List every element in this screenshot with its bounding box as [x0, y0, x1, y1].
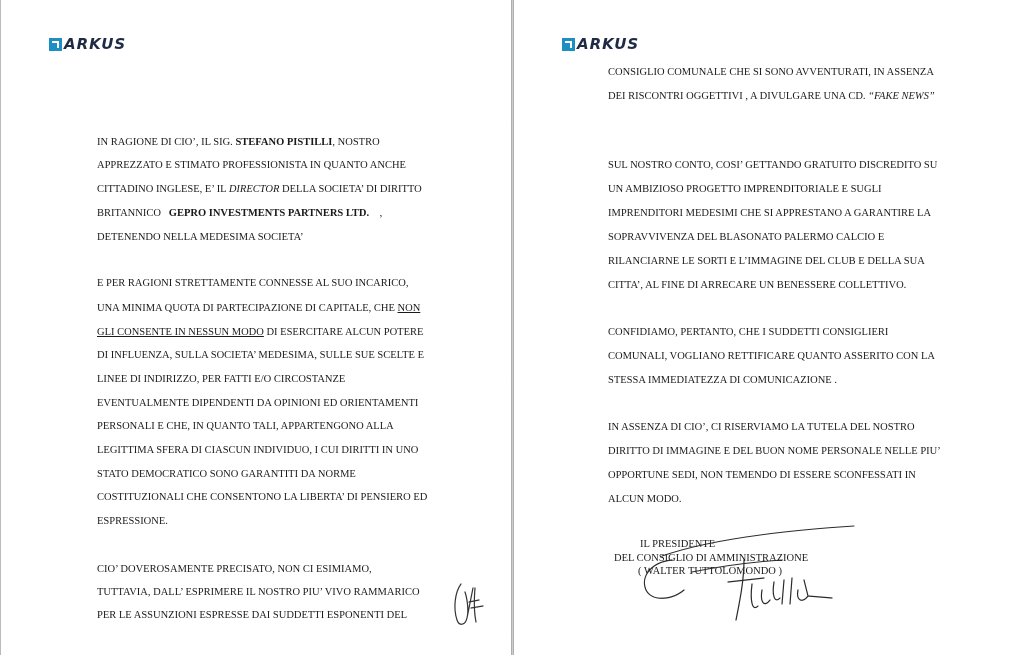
text-line: RILANCIARNE LE SORTI E L’IMMAGINE DEL CLUB E DELLA SUA [608, 256, 925, 267]
signatory-role: DEL CONSIGLIO DI AMMINISTRAZIONE [614, 553, 809, 564]
arkus-logo-icon [562, 38, 575, 51]
initials-signature-icon [449, 578, 485, 630]
document-page-right [514, 0, 1024, 655]
company-name: GEPRO INVESTMENTS PARTNERS LTD. [168, 208, 370, 219]
text-span: UNA MINIMA QUOTA DI PARTECIPAZIONE DI CAPITALE, CHE [97, 303, 395, 314]
text-line [608, 90, 935, 103]
text-line: PERSONALI E CHE, IN QUANTO TALI, APPARTENGONO ALLA [97, 421, 394, 432]
logo-text: ARKUS [577, 35, 640, 53]
text-line: APPREZZATO E STIMATO PROFESSIONISTA IN QUANTO ANCHE [97, 160, 406, 171]
arkus-logo-icon [49, 38, 62, 51]
text-line: EVENTUALMENTE DIPENDENTI DA OPINIONI ED ORIENTAMENTI [97, 398, 419, 409]
text-span: DELLA SOCIETA’ DI DIRITTO [282, 184, 422, 195]
text-line [97, 183, 422, 196]
text-line: DETENENDO NELLA MEDESIMA SOCIETA’ [97, 232, 304, 243]
text-line: E PER RAGIONI STRETTAMENTE CONNESSE AL SUO INCARICO, [97, 278, 409, 289]
text-line: TUTTAVIA, DALL’ ESPRIMERE IL NOSTRO PIU’ VIVO RAMMARICO [97, 587, 420, 598]
text-span-italic: DIRECTOR [228, 184, 280, 195]
text-span-italic: “FAKE NEWS” [868, 91, 935, 102]
text-line: CIO’ DOVEROSAMENTE PRECISATO, NON CI ESIMIAMO, [97, 564, 372, 575]
text-line: ALCUN MODO. [608, 494, 682, 505]
text-line: CONSIGLIO COMUNALE CHE SI SONO AVVENTURATI, IN ASSENZA [608, 67, 934, 78]
text-span-underlined: NON [397, 303, 421, 314]
signatory-title: IL PRESIDENTE [640, 539, 716, 550]
text-span: IN RAGIONE DI CIO’, IL SIG. [97, 137, 233, 148]
text-span: , [379, 208, 383, 219]
text-span: , NOSTRO [332, 137, 380, 148]
signatory-name: ( WALTER TUTTOLOMONDO ) [638, 566, 782, 577]
text-line: UN AMBIZIOSO PROGETTO IMPRENDITORIALE E SUGLI [608, 184, 882, 195]
text-line: DIRITTO DI IMMAGINE E DEL BUON NOME PERSONALE NELLE PIU’ [608, 446, 941, 457]
text-line: COMUNALI, VOGLIANO RETTIFICARE QUANTO ASSERITO CON LA [608, 351, 935, 362]
text-line [97, 136, 380, 149]
text-line: IMPRENDITORI MEDESIMI CHE SI APPRESTANO A GARANTIRE LA [608, 208, 932, 219]
text-line: IN ASSENZA DI CIO’, CI RISERVIAMO LA TUTELA DEL NOSTRO [608, 422, 915, 433]
president-signature-icon [632, 520, 862, 630]
logo-text: ARKUS [64, 35, 127, 53]
text-line: DI INFLUENZA, SULLA SOCIETA’ MEDESIMA, SULLE SUE SCELTE E [97, 350, 424, 361]
text-line: COSTITUZIONALI CHE CONSENTONO LA LIBERTA’ DI PENSIERO ED [97, 492, 428, 503]
text-line: CITTA’, AL FINE DI ARRECARE UN BENESSERE COLLETTIVO. [608, 280, 907, 291]
text-span: CITTADINO INGLESE, E’ IL [97, 184, 227, 195]
text-line: LINEE DI INDIRIZZO, PER FATTI E/O CIRCOSTANZE [97, 374, 346, 385]
text-line: SOPRAVVIVENZA DEL BLASONATO PALERMO CALCIO E [608, 232, 885, 243]
text-line [97, 326, 423, 339]
text-line: OPPORTUNE SEDI, NON TEMENDO DI ESSERE SCONFESSATI IN [608, 470, 916, 481]
brand-logo [49, 36, 126, 52]
text-line [97, 207, 382, 220]
text-span: DEI RISCONTRI OGGETTIVI , A DIVULGARE UNA CD. [608, 91, 866, 102]
person-name: STEFANO PISTILLI [235, 137, 333, 148]
text-line: STESSA IMMEDIATEZZA DI COMUNICAZIONE . [608, 375, 837, 386]
text-line: PER LE ASSUNZIONI ESPRESSE DAI SUDDETTI ESPONENTI DEL [97, 610, 408, 621]
text-span: DI ESERCITARE ALCUN POTERE [266, 327, 424, 338]
text-line: SUL NOSTRO CONTO, COSI’ GETTANDO GRATUITO DISCREDITO SU [608, 160, 938, 171]
text-line: CONFIDIAMO, PERTANTO, CHE I SUDDETTI CONSIGLIERI [608, 327, 889, 338]
text-span: BRITANNICO [97, 208, 161, 219]
text-line: LEGITTIMA SFERA DI CIASCUN INDIVIDUO, I CUI DIRITTI IN UNO [97, 445, 419, 456]
text-line [97, 302, 420, 315]
text-line: ESPRESSIONE. [97, 516, 168, 527]
text-span-underlined: GLI CONSENTE IN NESSUN MODO [97, 327, 264, 338]
brand-logo [562, 36, 639, 52]
text-line: STATO DEMOCRATICO SONO GARANTITI DA NORME [97, 469, 356, 480]
